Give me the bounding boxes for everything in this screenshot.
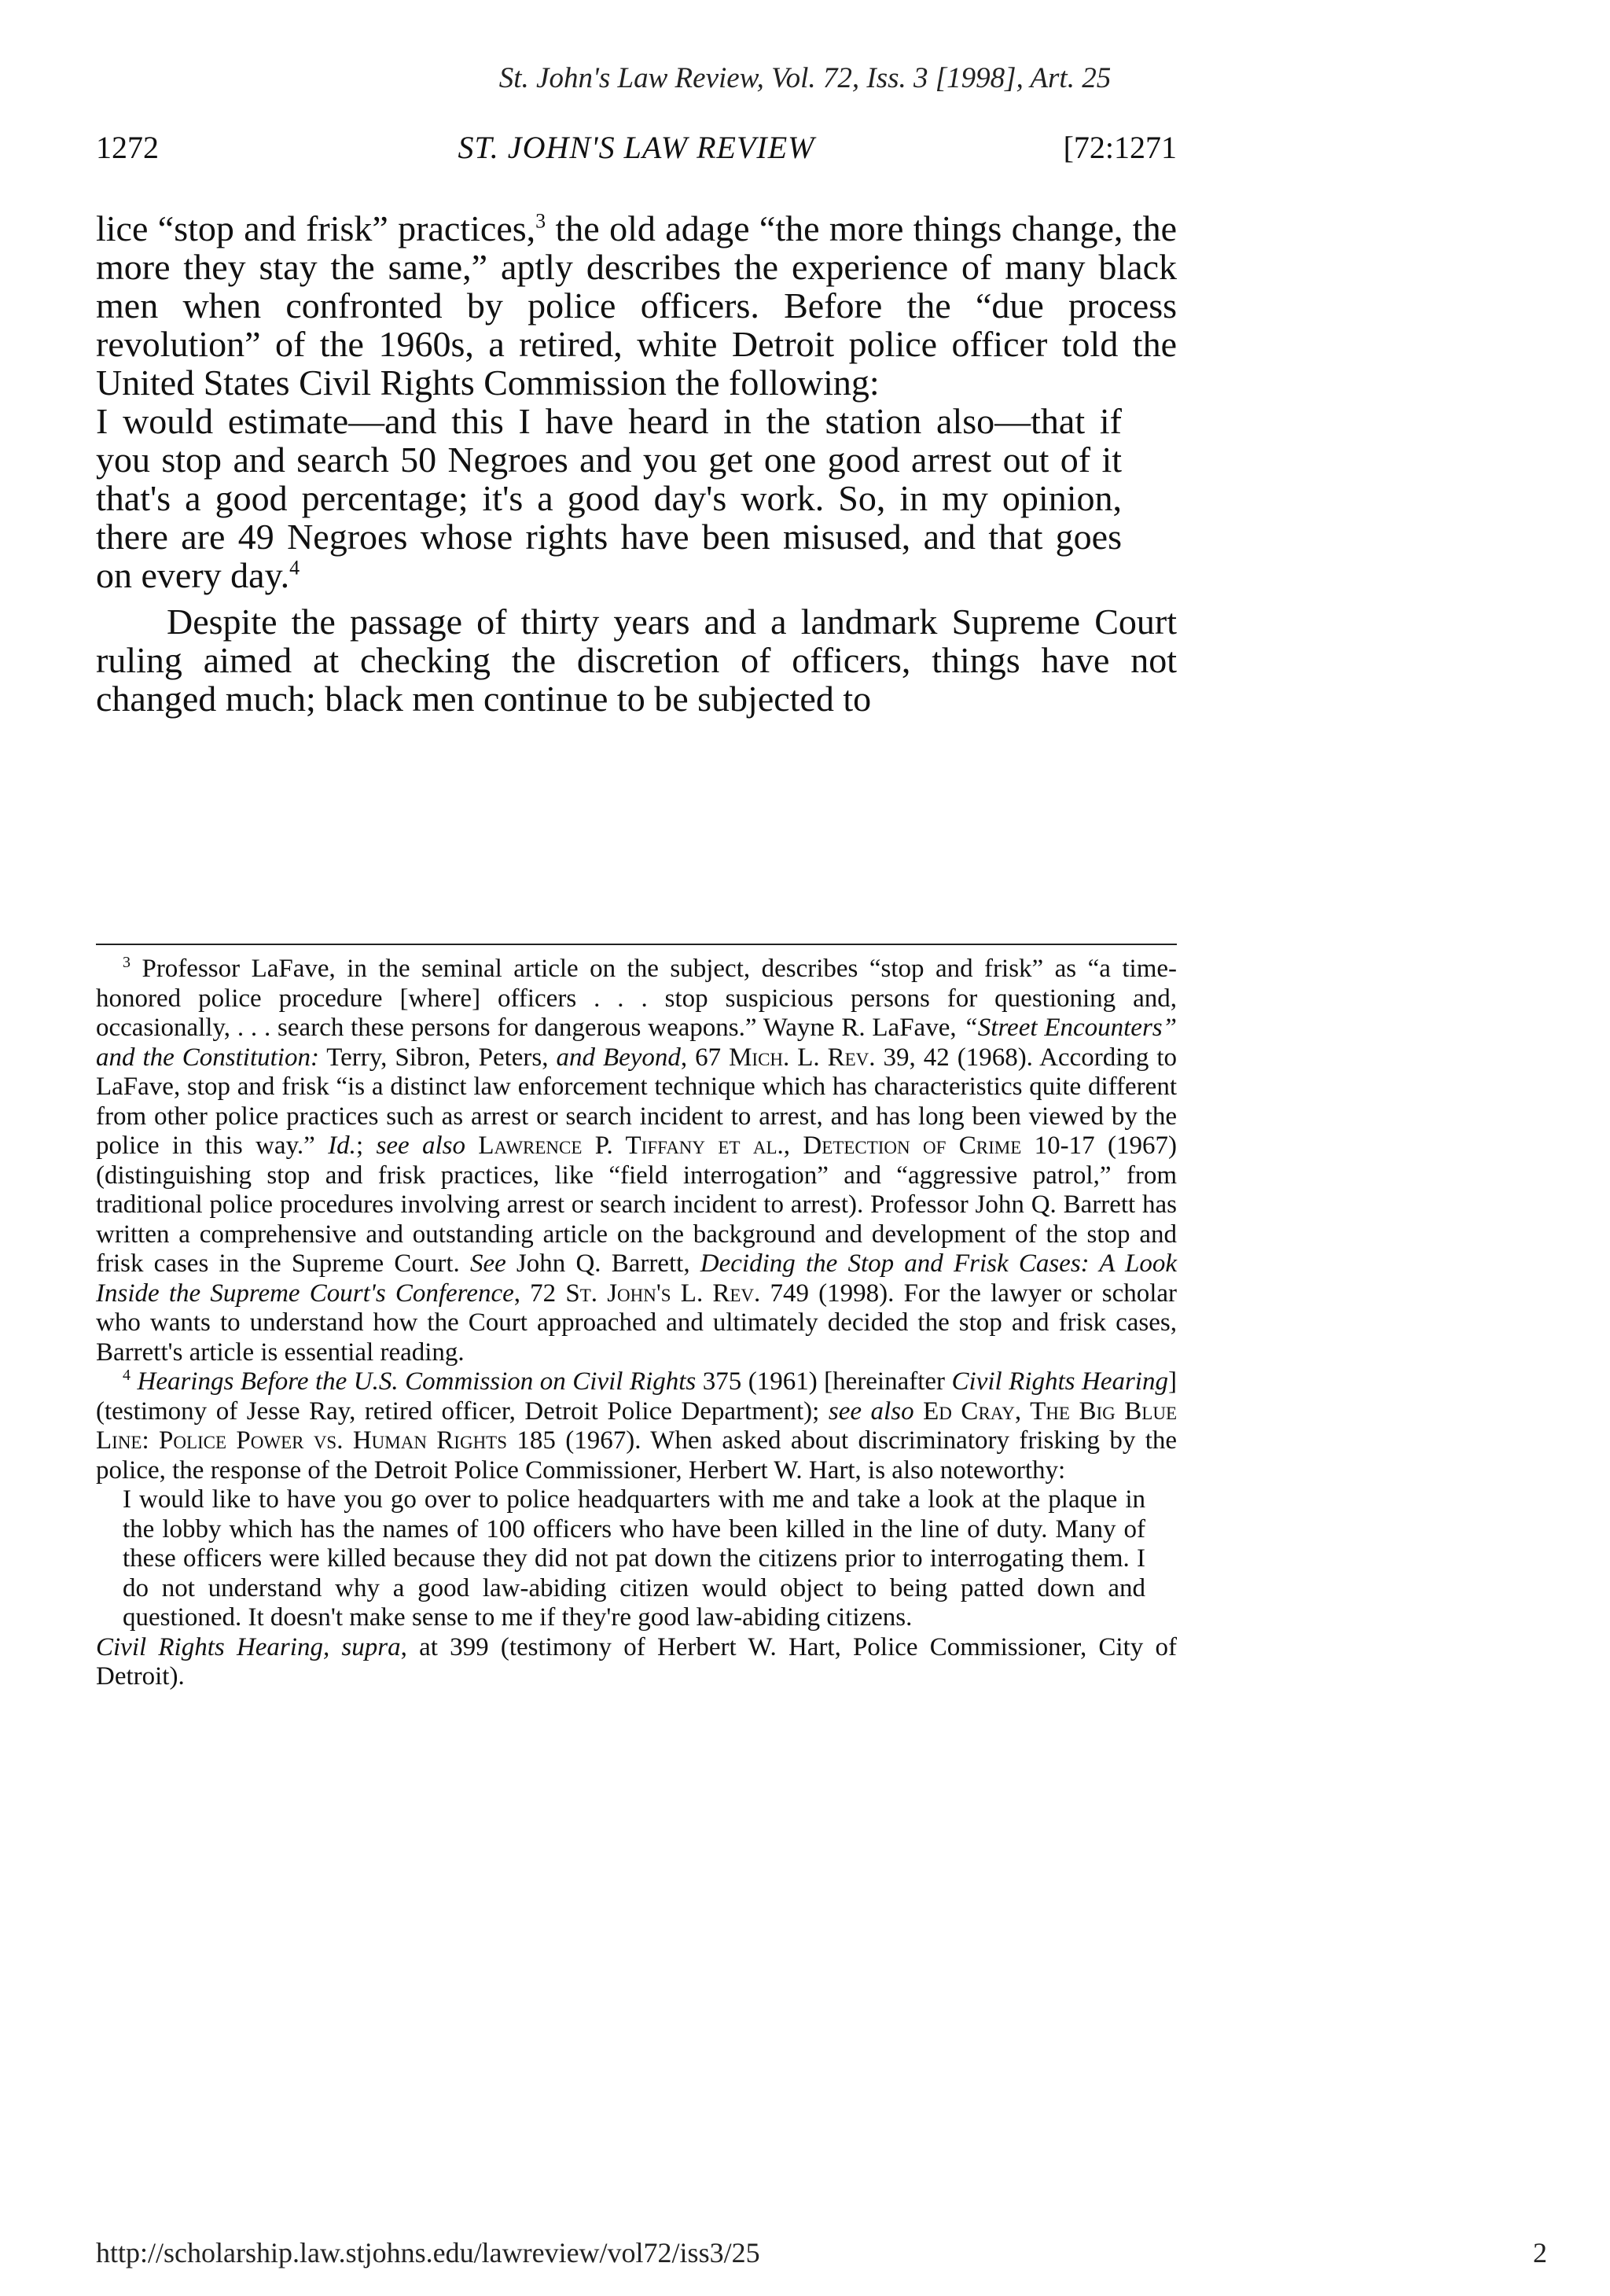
footnotes [96, 955, 1177, 1692]
footnote-3-marker: 3 [123, 954, 130, 971]
fn3-book-cite: Lawrence P. Tiffany et al., Detection of Crime [478, 1131, 1022, 1160]
paragraph-1-rest: the old adage “the more things change, the more they stay the same,” aptly describes the experience of many black men when confronted by police officers. Before the “due process revolution” of the 1960s, a retired, white Detroit police officer told the United States Civil Rights Commission the following: [96, 208, 1177, 403]
fn3-text: 10-17 (1967) (distinguishing stop and frisk practices, like “field interrogation” and “aggressive patrol,” from traditional police procedures involving arrest or search incident to arrest). Professor John Q. Barrett has written a comprehensive and outstanding article on the background and development of the stop and frisk cases in the Supreme Court. [96, 1131, 1178, 1278]
fn3-text: 749 (1998). For the lawyer or scholar who wants to understand how the Court approached and ultimately decided the stop and frisk cases, Barrett's article is essential reading. [96, 1279, 1178, 1367]
fn4-text [914, 1397, 924, 1426]
fn3-see-also-signal: see also [376, 1131, 466, 1160]
fn3-journal: Mich. L. Rev. [729, 1043, 876, 1072]
fn3-article-title-end: and Beyond [556, 1043, 681, 1072]
footnote-ref-4[interactable]: 4 [289, 556, 300, 580]
paragraph-1 [96, 209, 1177, 402]
journal-title: ST. JOHN'S LAW REVIEW [458, 130, 815, 165]
pdf-page-number: 2 [1533, 2237, 1547, 2268]
fn3-text: Terry, Sibron, Peters, [318, 1043, 557, 1072]
fn4-text: ] (testimony of Jesse Ray, retired officer, Detroit Police Department); [96, 1367, 1177, 1426]
page-number: 1272 [96, 130, 159, 165]
main-text [96, 209, 1177, 718]
footnote-3 [96, 955, 1177, 1367]
fn3-text: , 72 [513, 1279, 566, 1308]
block-quote [96, 402, 1177, 594]
fn3-text: John Q. Barrett, [505, 1249, 700, 1278]
fn4-text: 185 (1967). When asked about discriminatory frisking by the police, the response of the Detroit Police Commissioner, Herbert W. Hart, is also noteworthy: [96, 1426, 1178, 1485]
footnote-4-quote: I would like to have you go over to police headquarters with me and take a look at the plaque in the lobby which has the names of 100 officers who have been killed in the line of duty. Many of these officers were killed because they did not pat down the citizens prior to interrogating them. I do not understand why a good law-abiding citizen would object to being patted down and questioned. It doesn't make sense to me if they're good law-abiding citizens. [123, 1485, 1145, 1632]
fn3-text: , 67 [680, 1043, 730, 1072]
fn3-id-signal: Id. [328, 1131, 356, 1160]
fn3-text: ; [355, 1131, 377, 1160]
footnote-ref-3[interactable]: 3 [535, 209, 546, 233]
fn3-text: Professor LaFave, in the seminal article on the subject, describes “stop and frisk” as “a time-honored police procedure [where] officers . . . stop suspicious persons for questioning and, occasionally, . . . search these persons for dangerous weapons.” Wayne R. LaFave, [96, 955, 1177, 1042]
running-head: St. John's Law Review, Vol. 72, Iss. 3 [1998], Art. 25 [498, 62, 1112, 94]
fn3-article-title: “Street Encounters” and the Constitution: [96, 1014, 1177, 1072]
fn4-short-title: Civil Rights Hearing [951, 1367, 1168, 1396]
fn3-journal-2: St. John's L. Rev. [565, 1279, 761, 1308]
fn4-see-also-signal: see also [828, 1396, 914, 1426]
footnote-4-citation [96, 1633, 1177, 1692]
footnote-divider [96, 944, 1177, 945]
fn3-see-signal: See [469, 1249, 506, 1278]
page-header [96, 129, 1177, 173]
fn3-text [465, 1131, 478, 1160]
fn4-hearings-title: Hearings Before the U.S. Commission on Civil Rights [137, 1367, 697, 1396]
footnote-4-marker: 4 [123, 1367, 130, 1384]
block-quote-text: I would estimate—and this I have heard in the station also—that if you stop and search 50 Negroes and you get one good arrest out of it that's a good percentage; it's a good day's work. So, in my opinion, there are 49 Negroes whose rights have been misused, and that goes on every day. [96, 401, 1122, 595]
fn4-book-cite: Ed Cray, The Big Blue Line: Police Power vs. Human Rights [96, 1396, 1177, 1455]
source-url[interactable]: http://scholarship.law.stjohns.edu/lawreview/vol72/iss3/25 [96, 2237, 760, 2268]
fn3-barrett-title: Deciding the Stop and Frisk Cases: A Look Inside the Supreme Court's Conference [96, 1249, 1178, 1308]
fn3-text: 39, 42 (1968). According to LaFave, stop and frisk “is a distinct law enforcement technique which has characteristics quite different from other police practices such as arrest or search incident to arrest, and has long been viewed by the police in this way.” [96, 1043, 1177, 1160]
volume-citation: [72:1271 [1063, 130, 1177, 165]
footnote-4 [96, 1367, 1177, 1485]
fn4-text: 375 (1961) [hereinafter [696, 1367, 952, 1396]
fn4-supra-cite: Civil Rights Hearing, supra [96, 1632, 401, 1661]
paragraph-2: Despite the passage of thirty years and a landmark Supreme Court ruling aimed at checking the discretion of officers, things have not changed much; black men continue to be subjected to [96, 602, 1177, 719]
fn4-text: , at 399 (testimony of Herbert W. Hart, Police Commissioner, City of Detroit). [96, 1632, 1177, 1691]
paragraph-1-start: lice “stop and frisk” practices, [96, 208, 536, 248]
